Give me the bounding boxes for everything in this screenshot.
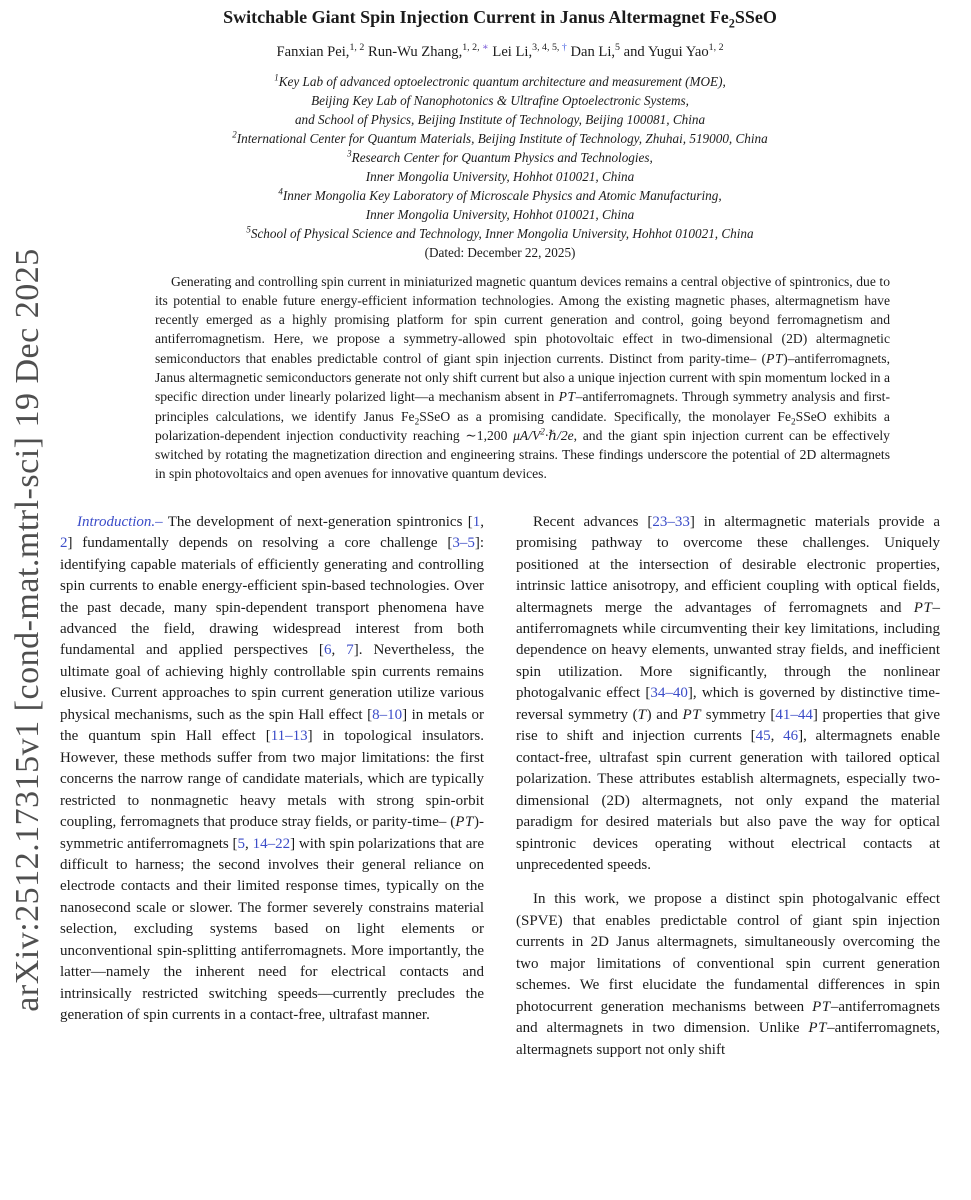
text-segment: )–antiferromagnets, Janus altermagnetic semiconductors generate not only shift current but also a unique injection current with spin momentum locked in a specific direction under linearly polarized light—a mechanism absent in — [155, 350, 890, 405]
citation-link[interactable]: 41–44 — [775, 706, 813, 723]
paragraph-introduction — [60, 512, 484, 1027]
citation-link[interactable]: 23–33 — [652, 513, 690, 530]
dated-line: (Dated: December 22, 2025) — [424, 244, 576, 260]
left-column — [60, 512, 484, 1061]
text-segment: –antiferromagnets and altermagnets in two dimension. Unlike — [516, 998, 940, 1037]
text-segment: 2 — [791, 416, 796, 427]
text-segment: ]: identifying capable materials of efficiently generating and controlling spin currents to enable energy-efficient spin-based technologies. Over the past decade, many spin-dependent transport phenomena have advanced the field, drawing widespread interest from both fundamental and applied perspectives [ — [60, 535, 484, 659]
text-segment: SSeO as a promising candidate. Specifically, the monolayer Fe — [419, 408, 792, 424]
citation-link[interactable]: 2 — [60, 535, 68, 552]
text-segment: 4 — [278, 186, 283, 197]
text-segment: ], which is governed by distinctive time-reversal symmetry ( — [516, 685, 940, 723]
citation-link[interactable]: ∗ — [482, 41, 489, 53]
text-segment: ]. Nevertheless, the ultimate goal of achieving highly controllable spin currents remains elusive. Current approaches to spin current generation utilize various physical mechanisms, such as the spin Hall effect [ — [60, 642, 485, 723]
affiliation-line — [60, 224, 940, 243]
text-segment: 3, 4, 5, — [532, 41, 562, 53]
right-column — [516, 512, 940, 1061]
affiliation-line — [60, 167, 940, 186]
text-segment: 2 — [540, 426, 545, 437]
text-segment: μA/V — [513, 427, 541, 443]
text-segment: 2 — [728, 16, 735, 31]
citation-link[interactable]: 45 — [755, 728, 771, 745]
text-segment: , — [331, 642, 347, 659]
text-segment: 1 — [274, 72, 279, 83]
citation-link[interactable]: 46 — [783, 728, 799, 745]
affiliation-line — [60, 91, 940, 110]
citation-link[interactable]: † — [561, 41, 567, 53]
text-segment: Introduction.– — [77, 513, 163, 530]
paper-page — [60, 0, 940, 1061]
text-segment: ] fundamentally depends on resolving a core challenge [ — [67, 535, 453, 552]
text-segment: Lei Li, — [488, 43, 533, 60]
paper-title — [60, 6, 940, 29]
citation-link[interactable]: 1 — [472, 513, 481, 530]
text-segment: –antiferromagnets, altermagnets support not only shift — [516, 1020, 940, 1058]
text-segment: symmetry [ — [701, 706, 776, 723]
affiliation-line — [60, 205, 940, 224]
author-line — [60, 41, 940, 61]
citation-link[interactable]: 3–5 — [452, 535, 475, 552]
text-segment: ) and — [646, 706, 683, 723]
text-segment: 2 — [414, 416, 420, 427]
text-segment: 1, 2 — [708, 41, 724, 53]
text-segment: 5 — [615, 41, 620, 53]
text-segment: Switchable Giant Spin Injection Current in Janus Altermagnet Fe — [223, 7, 729, 27]
citation-link[interactable]: 8–10 — [372, 706, 403, 723]
arxiv-watermark: arXiv:2512.17315v1 [cond-mat.mtrl-sci] 19 Dec 2025 — [9, 248, 46, 1012]
text-segment: , — [480, 513, 484, 530]
text-segment: 3 — [347, 148, 352, 159]
affiliation-line — [60, 148, 940, 167]
text-segment: 1, 2, — [462, 41, 483, 53]
text-segment: PT — [812, 998, 831, 1015]
text-segment: and School of Physics, Beijing Institute of Technology, Beijing 100081, China — [294, 111, 706, 127]
text-segment: ] in metals or the quantum spin Hall effect [ — [60, 706, 484, 745]
text-segment: Key Lab of advanced optoelectronic quantum architecture and measurement (MOE), — [278, 73, 726, 89]
text-segment: International Center for Quantum Materials, Beijing Institute of Technology, Zhuhai, 519000, China — [236, 130, 768, 146]
text-segment: ] properties that give rise to shift and injection currents [ — [516, 706, 940, 745]
text-segment: Recent advances [ — [533, 513, 653, 530]
text-segment: Run-Wu Zhang, — [364, 43, 463, 60]
text-segment: Generating and controlling spin current in miniaturized magnetic quantum devices remains a central objective of spintronics, due to its potential to enable future energy-efficient information technologies. Among the existing magnetic phases, altermagnetism have recently emerged as a highly promising platform for spin current generation and control, going beyond ferromagnetism and antiferromagnetism. Here, we propose a symmetry-allowed spin photovoltaic effect in two-dimensional (2D) altermagnetic semiconductors that enables predictable control of giant spin injection currents. Distinct from parity-time– ( — [155, 273, 890, 366]
text-segment: –antiferromagnets while circumventing their key limitations, including dependence on heavy elements, unwanted stray fields, and inefficient spin utilization. More significantly, through the nonlinear photogalvanic effect [ — [516, 599, 940, 702]
two-column-body — [60, 512, 940, 1061]
text-segment: PT — [808, 1020, 828, 1037]
text-segment: ], altermagnets enable contact-free, ultrafast spin current generation with tailored optical polarization. These attributes establish altermagnets, especially two-dimensional (2D) altermagnets, not only expand the material paradigm for desired materials but also pave the way for optical spintronic devices operating without electrical contacts at unprecedented speeds. — [516, 728, 940, 874]
affiliation-line — [60, 72, 940, 91]
affiliation-line — [60, 186, 940, 205]
text-segment: 5 — [246, 224, 251, 235]
abstract — [155, 272, 890, 484]
text-segment: Research Center for Quantum Physics and Technologies, — [351, 149, 653, 165]
text-segment: )-symmetric antiferromagnets [ — [60, 814, 484, 852]
text-segment: Fanxian Pei, — [276, 43, 350, 60]
text-segment: Beijing Key Lab of Nanophotonics & Ultrafine Optoelectronic Systems, — [311, 92, 689, 108]
text-segment: SSeO exhibits a polarization-dependent injection conductivity reaching ∼1,200 — [155, 408, 890, 443]
affiliation-line — [60, 110, 940, 129]
text-segment: The development of next-generation spintronics [ — [162, 513, 473, 530]
citation-link[interactable]: 7 — [346, 642, 354, 659]
citation-link[interactable]: 14–22 — [252, 835, 291, 852]
paragraph-recent-advances — [516, 512, 940, 877]
text-segment: Dan Li, — [566, 43, 616, 60]
text-segment: In this work, we propose a distinct spin photogalvanic effect (SPVE) that enables predictable control of giant spin injection currents in 2D Janus altermagnets, simultaneously overcoming the two major limitations of conventional spin current generation schemes. We first elucidate the fundamental differences in spin photocurrent generation mechanisms between — [516, 891, 940, 1015]
text-segment: SSeO — [734, 7, 777, 27]
text-segment: PT — [558, 389, 576, 405]
affiliations-block — [60, 72, 940, 243]
text-segment: PT — [682, 706, 702, 723]
text-segment: T — [637, 706, 647, 723]
text-segment: Inner Mongolia University, Hohhot 010021, China — [365, 168, 635, 184]
text-segment: ] with spin polarizations that are difficult to harness; the second involves their general reliance on electrode contacts and their limited response times, typically on the nanosecond scale or slower. The former severely constrains material selection, excluding systems based on light elements or unconventional spin-splitting antiferromagnets. More importantly, the latter—namely the inherent need for electrical contacts and intrinsically restricted switching speeds—currently precludes the generation of spin currents in a contact-free, ultrafast manner. — [60, 835, 484, 1024]
text-segment: Inner Mongolia University, Hohhot 010021, China — [365, 206, 635, 222]
text-segment: , — [770, 728, 784, 745]
text-segment: PT — [766, 350, 784, 366]
text-segment: 1, 2 — [349, 41, 365, 53]
affiliation-line — [60, 129, 940, 148]
text-segment: PT — [455, 814, 474, 831]
citation-link[interactable]: 34–40 — [650, 685, 688, 702]
text-segment: and Yugui Yao — [620, 43, 709, 60]
citation-link[interactable]: 5 — [237, 835, 246, 852]
text-segment: 2 — [232, 129, 237, 140]
citation-link[interactable]: 11–13 — [270, 728, 308, 745]
text-segment: ] in altermagnetic materials provide a promising pathway to overcome these challenges. Uniquely positioned at the intersection of desirable electronic properties, intrinsic lattice anisotropy, and efficient coupling with optical fields, altermagnets merge the advantages of ferromagnets and — [516, 513, 940, 616]
text-segment: , and the giant spin injection current can be effectively switched by rotating the magnetization direction and engineering strains. These findings underscore the potential of 2D altermagnets in spin photovoltaics and open avenues for innovative quantum devices. — [155, 427, 890, 482]
text-segment: ] in topological insulators. However, these methods suffer from two major limitations: the first concerns the narrow range of candidate materials, which are typically restricted to nonmagnetic heavy metals with strong spin-orbit coupling, ferromagnets that produce stray fields, or parity-time– ( — [60, 728, 484, 831]
text-segment: PT — [913, 599, 933, 616]
text-segment: Inner Mongolia Key Laboratory of Microscale Physics and Atomic Manufacturing, — [282, 187, 722, 203]
text-segment: , — [245, 835, 253, 852]
text-segment: ·ℏ/2e — [544, 427, 574, 443]
citation-link[interactable]: 6 — [323, 642, 332, 659]
text-segment: School of Physical Science and Technology, Inner Mongolia University, Hohhot 010021, China — [250, 225, 754, 241]
text-segment: –antiferromagnets. Through symmetry analysis and first-principles calculations, we identify Janus Fe — [155, 389, 890, 424]
paragraph-in-this-work — [516, 889, 940, 1061]
